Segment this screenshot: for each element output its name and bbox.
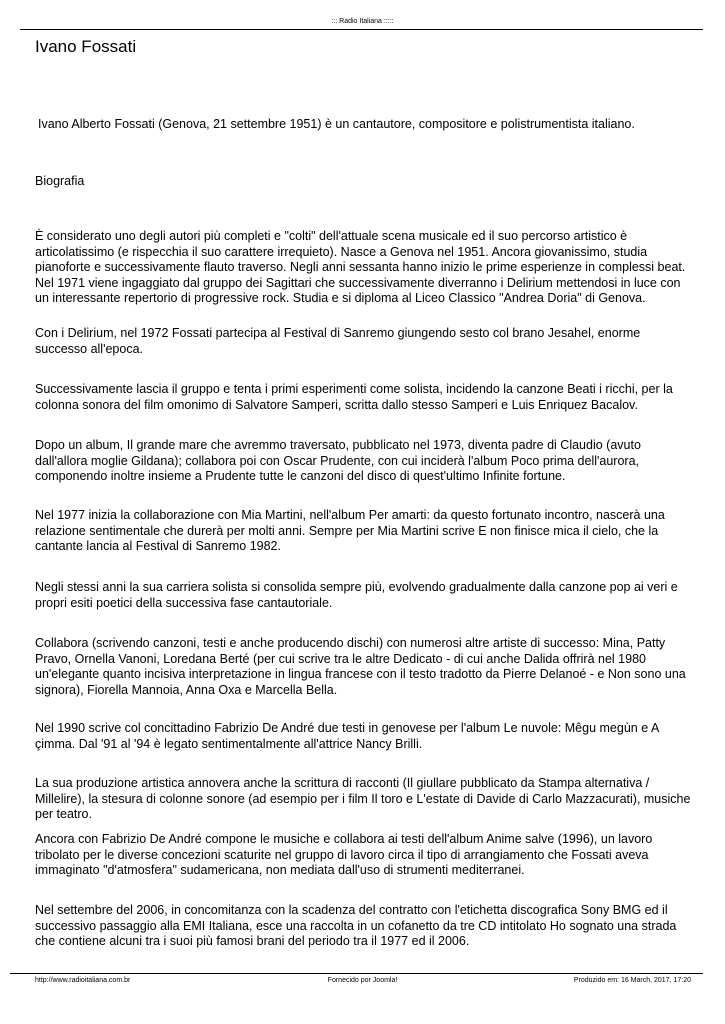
paragraph: Negli stessi anni la sua carriera solista si consolida sempre più, evolvendo gradualmente dalla canzone pop ai veri e propri esiti poetici della successiva fase cantautoriale.: [35, 580, 678, 610]
paragraph: Nel 1990 scrive col concittadino Fabrizio De André due testi in genovese per l'album Le nuvole: Mêgu megùn e A çimma. Dal '91 al '94 è legato sentimentalmente all'attrice Nancy Brilli.: [35, 721, 659, 751]
paragraph: Nel settembre del 2006, in concomitanza con la scadenza del contratto con l'etichetta discografica Sony BMG ed il successivo passaggio alla EMI Italiana, esce una raccolta in un cofanetto da tre CD intitolato Ho sognato una strada che contiene alcuni tra i suoi più famosi brani del periodo tra il 1977 ed il 2006.: [35, 903, 677, 948]
footer-divider: [10, 973, 703, 974]
paragraph: È considerato uno degli autori più completi e "colti" dell'attuale scena musicale ed il suo percorso artistico è articolatissimo (e rispecchia il suo carattere irrequieto). Nasce a Genova nel 1951. Ancora giovanissimo, studia pianoforte e successivamente flauto traverso. Negli anni sessanta hanno inizio le prime esperienze in complessi beat. Nel 1971 viene ingaggiato dal gruppo dei Sagittari che successivamente diverranno i Delirium mettendosi in luce con un interessante repertorio di progressive rock. Studia e si diploma al Liceo Classico "Andrea Doria" di Genova.: [35, 229, 686, 305]
article-intro: Ivano Alberto Fossati (Genova, 21 settembre 1951) è un cantautore, compositore e polistrumentista italiano.: [38, 117, 635, 131]
paragraph: Ancora con Fabrizio De André compone le musiche e collabora ai testi dell'album Anime salve (1996), un lavoro tribolato per le diverse concezioni scaturite nel gruppo di lavoro circa il tipo di arrangiamento che Fossati aveva immaginato "d'atmosfera" sudamericana, non mediata dall'uso di strumenti mediterranei.: [35, 832, 653, 877]
paragraph: Con i Delirium, nel 1972 Fossati partecipa al Festival di Sanremo giungendo sesto col brano Jesahel, enorme successo all'epoca.: [35, 326, 641, 356]
paragraph: Successivamente lascia il gruppo e tenta i primi esperimenti come solista, incidendo la canzone Beati i ricchi, per la colonna sonora del film omonimo di Salvatore Samperi, scritta dallo stesso Samperi e Luis Enriquez Bacalov.: [35, 382, 673, 412]
site-header: ::: Radio Italiana :::::: [331, 18, 394, 25]
footer-generated-date: Produzido em: 16 March, 2017, 17:20: [573, 977, 691, 984]
footer-powered-by: Fornecido por Joomla!: [327, 977, 398, 984]
paragraph: Nel 1977 inizia la collaborazione con Mia Martini, nell'album Per amarti: da questo fortunato incontro, nascerà una relazione sentimentale che durerà per molti anni. Sempre per Mia Martini scrive E non finisce mica il cielo, che la cantante lancia al Festival di Sanremo 1982.: [35, 508, 665, 553]
paragraph: La sua produzione artistica annovera anche la scrittura di racconti (Il giullare pubblicato da Stampa alternativa / Millelire), la stesura di colonne sonore (ad esempio per i film Il toro e L'estate di Davide di Carlo Mazzacurati), musiche per teatro.: [35, 776, 691, 821]
paragraph: Dopo un album, Il grande mare che avremmo traversato, pubblicato nel 1973, diventa padre di Claudio (avuto dall'allora moglie Gildana); collabora poi con Oscar Prudente, con cui inciderà l'album Poco prima dell'aurora, componendo inoltre insieme a Prudente tutte le canzoni del disco di quest'ultimo Infinite fortune.: [35, 438, 641, 483]
section-heading-biografia: Biografia: [35, 174, 85, 188]
page-title: Ivano Fossati: [35, 37, 137, 56]
footer-url-link[interactable]: http://www.radioitaliana.com.br: [35, 977, 131, 984]
header-divider: [20, 29, 703, 30]
paragraph: Collabora (scrivendo canzoni, testi e anche producendo dischi) con numerosi altre artiste di successo: Mina, Patty Pravo, Ornella Vanoni, Loredana Berté (per cui scrive tra le altre Dedicato - di cui anche Dalida offrirà nel 1980 un'elegante quanto incisiva interpretazione in lingua francese con il testo tradotto da Pierre Delanoé - e Non sono una signora), Fiorella Mannoia, Anna Oxa e Marcella Bella.: [35, 636, 686, 697]
